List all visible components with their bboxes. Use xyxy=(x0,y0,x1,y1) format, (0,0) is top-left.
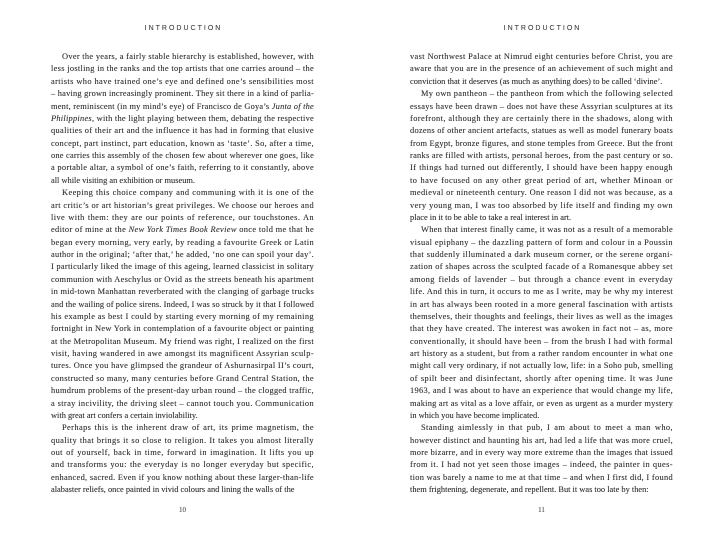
text-line: conviction that it deserves (as much as anything does) to be called ‘divine’. xyxy=(410,76,663,86)
text-line: zation of shapes across the sculpted facade of a Romanesque abbey set xyxy=(410,262,673,272)
text-line: Perhaps this is the inherent draw of art, its prime magnetism, the xyxy=(62,423,314,433)
text-line: concept, part instinct, part education, known as ‘taste’. So, after a time, xyxy=(51,138,314,148)
text-line: enhanced, sacred. Even if you know nothing about these larger-than-life xyxy=(51,472,314,482)
text-line: a portable altar, a symbol of one’s faith, referring to it constantly, above xyxy=(51,163,315,173)
text-line: out of yourself, back in time, forward in imagination. It lifts you up xyxy=(51,448,314,457)
text-line: in which you have become implicated. xyxy=(410,410,540,420)
page-number-right: 11 xyxy=(538,506,545,514)
running-head-right: INTRODUCTION xyxy=(503,25,582,32)
text-line: vast Northwest Palace at Nimrud eight centuries before Christ, you are xyxy=(410,52,673,61)
text-line: dozens of other ancient artefacts, statues as well as model funerary boats xyxy=(410,126,674,136)
text-line: – having grown increasingly prominent. They sit there in a kind of parlia- xyxy=(51,89,314,99)
text-line: tion was barely a name to me at that time – and when I first did, I found xyxy=(410,472,673,482)
text-line: his example as best I could by starting every morning of my remaining xyxy=(51,311,314,321)
text-line: If things had turned out differently, I should have been happy enough xyxy=(410,163,673,173)
text-line: tures. Once you have glimpsed the grandeur of Ashurnasirpal II’s court, xyxy=(51,361,315,371)
text-line: conventionally, it should have been – from the brush I had with formal xyxy=(410,336,673,346)
text-line: forefront, although they are certainly there in the shadows, along with xyxy=(410,113,673,123)
text-line: I particularly liked the image of this ageing, learned classicist in solitary xyxy=(51,262,314,272)
text-line: Keeping this choice company and communing with it is one of the xyxy=(62,188,314,198)
text-line: humdrum problems of the present-day urban round – the clogged traffic, xyxy=(51,386,314,396)
text-line: less jostling in the ranks and the top artists that one carries around – the xyxy=(51,64,314,74)
text-line: all while visiting an exhibition or museum. xyxy=(51,175,195,185)
page-left xyxy=(51,0,314,551)
page-right xyxy=(410,0,673,551)
text-line: might call very ordinary, if not actually low, life: in a Soho pub, smelling xyxy=(410,361,673,371)
text-line: one carries this assembly of the chosen few about wherever one goes, like xyxy=(51,151,315,160)
text-line: visual epiphany – the dazzling pattern of form and colour in a Poussin xyxy=(410,237,673,247)
text-line: alabaster reliefs, once painted in vivid colours and lining the walls of the xyxy=(51,485,295,495)
text-line: however distinct and haunting his art, had led a life that was more cruel, xyxy=(410,435,674,445)
text-line: visit, having wandered in awe amongst its magnificent Assyrian sculp- xyxy=(51,349,314,358)
text-line: aware that you are in the presence of an achievement of such might and xyxy=(410,64,673,74)
text-line: art critic’s or art historian’s great privileges. We choose our heroes and xyxy=(51,200,315,210)
text-line: 1963, and I was about to have an experience that would change my life, xyxy=(410,386,673,396)
text-line: and transforms you: the everyday is no longer everyday but specific, xyxy=(51,460,314,470)
text-line: in mid-town Manhattan reverberated with the clanging of garbage trucks xyxy=(51,287,315,297)
text-line: Standing aimlessly in that pub, I am about to meet a man who, xyxy=(421,423,673,433)
text-line: medieval or nineteenth century. One reason I did not was because, as a xyxy=(410,188,673,198)
text-line: quality that brings it so close to religion. It takes you almost literally xyxy=(51,435,314,445)
text-line: artists who have trained one’s eye and defined one’s sensibilities most xyxy=(51,76,314,86)
text-line: with great art confers a certain inviolability. xyxy=(51,410,198,420)
text-line: life. And this in turn, it occurs to me as I write, may be why my interest xyxy=(410,287,674,297)
text-line: My own pantheon – the pantheon from which the following selected xyxy=(421,89,673,99)
text-line: that suddenly illuminated a dark museum corner, or the serene organi- xyxy=(410,250,673,259)
text-line: author in the original; ‘after that,’ he added, ‘no one can spoil your day’. xyxy=(51,250,314,259)
text-line: When that interest finally came, it was not as a result of a memorable xyxy=(421,225,673,235)
text-line: Over the years, a fairly stable hierarchy is established, however, with xyxy=(62,52,315,61)
text-line: editor of mine at the New York Times Book Review once told me that he xyxy=(51,225,315,235)
page-number-left: 10 xyxy=(179,506,186,514)
text-line: at the Metropolitan Museum. My friend was right, I realized on the first xyxy=(51,336,315,346)
text-line: ranks are filled with artists, personal heroes, from the past century or so. xyxy=(410,151,674,160)
text-line: Philippines, with the light playing between them, debating the respective xyxy=(51,113,314,123)
text-line: making art as vital as a love affair, or even as urgent as a murder mystery xyxy=(410,398,674,408)
text-line: began every morning, very early, by reading a favourite Greek or Latin xyxy=(51,237,315,247)
text-line: communion with Aeschylus or Ovid as the streets beneath his apartment xyxy=(51,274,315,284)
text-line: fortnight in New York in contemplation of a favourite object or painting xyxy=(51,324,314,334)
text-line: ment, reminiscent (in my mind’s eye) of Francisco de Goya’s Junta of the xyxy=(51,101,314,111)
text-line: of spilt beer and disinfectant, shortly after opening time. It was June xyxy=(410,373,673,383)
text-line: them frightening, degenerate, and repellent. But it was too late by then: xyxy=(410,485,649,495)
text-line: and the wailing of police sirens. Indeed, I was so struck by it that I followed xyxy=(51,299,314,309)
running-head-left: INTRODUCTION xyxy=(144,25,223,32)
text-line: place in it to be able to take a real interest in art. xyxy=(410,212,572,222)
page-body-right xyxy=(410,51,673,497)
text-line: from Egypt, bronze figures, and stone temples from Greece. But the front xyxy=(410,138,673,148)
text-line: to have focused on any other great period of art, whether Minoan or xyxy=(410,175,673,185)
text-line: themselves, their thoughts and feelings, their lives as well as the images xyxy=(410,311,673,321)
text-line: constructed so many, many centuries before Grand Central Station, the xyxy=(51,373,314,383)
text-line: among fields of lavender – but through a chance event in everyday xyxy=(410,274,674,284)
text-line: a stray incivility, the driving sleet – cannot touch you. Communication xyxy=(51,398,315,408)
text-line: essays have been drawn – does not have these Assyrian sculptures at its xyxy=(410,101,673,111)
text-line: that they have created. The interest was awoken in fact not – as, more xyxy=(410,324,674,334)
text-line: from it. I had not yet seen those images – indeed, the painter in ques- xyxy=(410,460,673,470)
text-line: qualities of their art and the influence it has had in forming that elusive xyxy=(51,126,314,136)
text-line: live with them: they are our points of reference, our touchstones. An xyxy=(51,212,314,222)
text-line: more bizarre, and in every way more extreme than the images that issued xyxy=(410,448,673,457)
page-body-left xyxy=(51,51,314,497)
text-line: very young man, I was too absorbed by life itself and finding my own xyxy=(410,200,673,210)
text-line: in art has always been rooted in a more general fascination with artists xyxy=(410,299,673,309)
text-line: art history as a student, but from a rather random encounter in what one xyxy=(410,349,673,358)
